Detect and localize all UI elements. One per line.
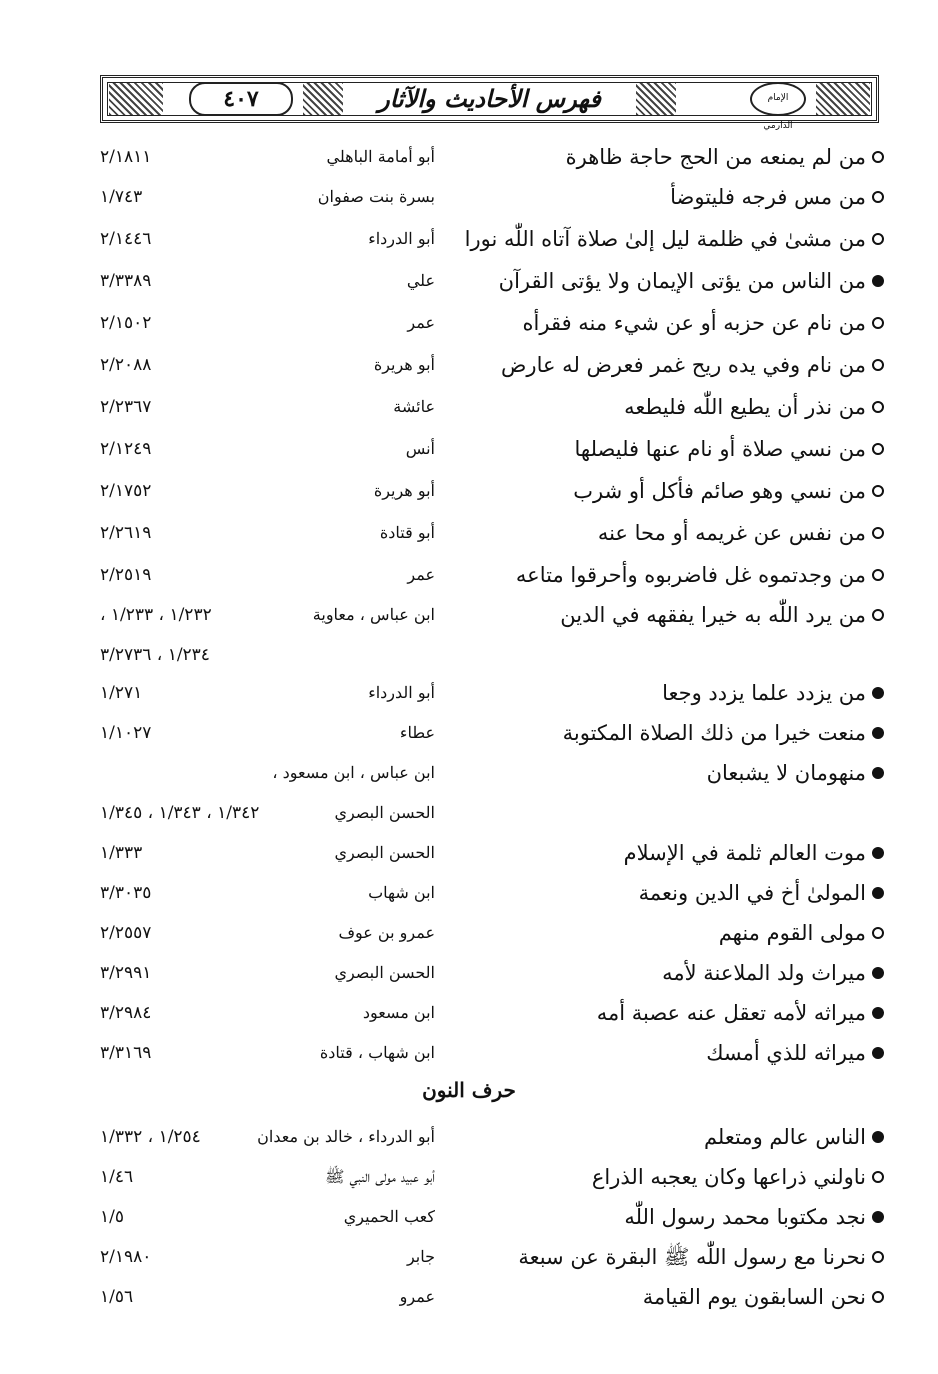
hadith-reference: ٣/٢٩٩١ (100, 963, 152, 983)
narrator: أبو الدرداء (368, 229, 435, 248)
hadith-reference: ١/١٠٢٧ (100, 723, 152, 743)
index-entry (0, 836, 938, 870)
index-entry (0, 676, 938, 710)
index-entry (0, 264, 938, 298)
hadith-text-content: منعت خيرا من ذلك الصلاة المكتوبة (562, 721, 866, 745)
hadith-text (566, 140, 884, 174)
hollow-bullet-icon (872, 609, 884, 621)
hollow-bullet-icon (872, 151, 884, 163)
hadith-reference: ٣/٢٩٨٤ (100, 1003, 152, 1023)
hadith-text-content: من نسي وهو صائم فأكل أو شرب (573, 479, 866, 503)
hadith-text (670, 180, 884, 214)
running-header (100, 75, 879, 131)
narrator: كعب الحميري (343, 1207, 435, 1226)
narrator: جابر (406, 1247, 435, 1266)
index-entry (0, 796, 938, 830)
filled-bullet-icon (872, 887, 884, 899)
running-title: فهرس الأحاديث والآثار (378, 84, 601, 113)
hadith-text (662, 956, 884, 990)
hadith-reference: ١/٢٧١ (100, 683, 143, 703)
hadith-reference: ٢/٢٣٦٧ (100, 397, 152, 417)
filled-bullet-icon (872, 1047, 884, 1059)
hadith-text (575, 432, 884, 466)
hollow-bullet-icon (872, 1291, 884, 1303)
index-entry (0, 1200, 938, 1234)
hollow-bullet-icon (872, 485, 884, 497)
hadith-reference: ١/٢٣٢ ، ١/٢٣٣ ، (100, 605, 212, 625)
narrator: عمرو بن عوف (338, 923, 435, 942)
hadith-text-content: نحن السابقون يوم القيامة (642, 1285, 866, 1309)
narrator: عطاء (399, 723, 435, 742)
hadith-text-content: من يرد اللّٰه به خيرا يفقهه في الدين (560, 603, 866, 627)
right-ornament-inner (636, 83, 676, 115)
hadith-text-content: موت العالم ثلمة في الإسلام (623, 841, 866, 865)
narrator: عمر (407, 565, 435, 584)
filled-bullet-icon (872, 727, 884, 739)
page-number: ٤٠٧ (189, 82, 293, 116)
index-entry (0, 516, 938, 550)
filled-bullet-icon (872, 1131, 884, 1143)
index-entry (0, 756, 938, 790)
index-entry (0, 306, 938, 340)
hadith-reference: ١/٥ (100, 1207, 124, 1227)
narrator: ابن مسعود (362, 1003, 435, 1022)
hadith-text-content: نحرنا مع رسول اللّٰه ﷺ البقرة عن سبعة (518, 1245, 866, 1269)
narrator: أبو الدرداء ، خالد بن معدان (257, 1127, 435, 1146)
filled-bullet-icon (872, 1211, 884, 1223)
hadith-text-content: نجد مكتوبا محمد رسول اللّٰه (624, 1205, 866, 1229)
index-entry (0, 222, 938, 256)
left-ornament-inner (303, 83, 343, 115)
hadith-text (499, 264, 884, 298)
hadith-reference: ١/٢٣٤ ، ٣/٢٧٣٦ (100, 645, 210, 665)
hollow-bullet-icon (872, 443, 884, 455)
hadith-text-content: من نام وفي يده ريح غمر فعرض له عارض (501, 353, 866, 377)
hadith-reference: ٢/١٧٥٢ (100, 481, 152, 501)
index-entry (0, 1280, 938, 1314)
hadith-reference: ٢/١٨١١ (100, 147, 152, 167)
hadith-text-content: من وجدتموه غل فاضربوه وأحرقوا متاعه (515, 563, 866, 587)
hadith-reference: ٢/١٩٨٠ (100, 1247, 152, 1267)
filled-bullet-icon (872, 847, 884, 859)
hadith-text (706, 1036, 884, 1070)
index-entry (0, 598, 938, 632)
hadith-reference: ٢/٢٠٨٨ (100, 355, 152, 375)
left-ornament (109, 83, 163, 115)
filled-bullet-icon (872, 767, 884, 779)
hadith-reference: ٢/٢٥١٩ (100, 565, 152, 585)
hadith-text (598, 516, 884, 550)
hollow-bullet-icon (872, 317, 884, 329)
hadith-text-content: من مس فرجه فليتوضأ (670, 185, 866, 209)
hadith-reference: ١/٤٦ (100, 1167, 134, 1187)
narrator: عمرو (399, 1287, 435, 1306)
hadith-reference: ٢/١٢٤٩ (100, 439, 152, 459)
narrator: الحسن البصري (334, 803, 435, 822)
hadith-reference: ٢/٢٥٥٧ (100, 923, 152, 943)
index-entry (0, 716, 938, 750)
seal-logo: الإمام الدارمي (750, 82, 806, 116)
hadith-text-content: الناس عالم ومتعلم (703, 1125, 866, 1149)
hadith-reference: ١/٧٤٣ (100, 187, 143, 207)
hollow-bullet-icon (872, 569, 884, 581)
narrator: عائشة (393, 397, 435, 416)
right-ornament (816, 83, 870, 115)
hadith-text-content: مولى القوم منهم (718, 921, 866, 945)
section-heading: حرف النون (422, 1078, 516, 1102)
index-entry (0, 1036, 938, 1070)
hadith-text-content: من نذر أن يطيع اللّٰه فليطعه (624, 395, 866, 419)
hadith-text (573, 474, 884, 508)
index-entry (0, 348, 938, 382)
filled-bullet-icon (872, 967, 884, 979)
hadith-text-content: من الناس من يؤتى الإيمان ولا يؤتى القرآن (498, 269, 866, 293)
hadith-text-content: المولىٰ أخ في الدين ونعمة (638, 881, 866, 905)
hadith-text-content: من نفس عن غريمه أو محا عنه (597, 521, 866, 545)
hollow-bullet-icon (872, 233, 884, 245)
filled-bullet-icon (872, 687, 884, 699)
hadith-text-content: من لم يمنعه من الحج حاجة ظاهرة (565, 145, 866, 169)
narrator: ابن عباس ، معاوية (312, 605, 435, 624)
hadith-text (518, 1240, 884, 1274)
hadith-text (516, 558, 884, 592)
filled-bullet-icon (872, 275, 884, 287)
index-entry (0, 140, 938, 174)
hadith-text (662, 676, 884, 710)
narrator: ابن عباس ، ابن مسعود ، (272, 763, 435, 782)
index-entry (0, 956, 938, 990)
hadith-text-content: من نام عن حزبه أو عن شيء منه فقرأه (522, 311, 866, 335)
index-entry (0, 558, 938, 592)
narrator: الحسن البصري (334, 963, 435, 982)
index-entry (0, 390, 938, 424)
hadith-reference: ٣/٣١٦٩ (100, 1043, 152, 1063)
index-entry (0, 474, 938, 508)
narrator: عمر (407, 313, 435, 332)
hadith-text-content: من نسي صلاة أو نام عنها فليصلها (574, 437, 866, 461)
hollow-bullet-icon (872, 401, 884, 413)
hadith-text (624, 1200, 884, 1234)
index-entry (0, 638, 938, 672)
hadith-text (643, 1280, 884, 1314)
hadith-text (639, 876, 884, 910)
hadith-reference: ١/٥٦ (100, 1287, 134, 1307)
narrator: أبو هريرة (373, 481, 435, 500)
hadith-text (704, 1120, 884, 1154)
hadith-reference: ٣/٣٠٣٥ (100, 883, 152, 903)
hadith-text-content: ميراث ولد الملاعنة لأمه (662, 961, 866, 985)
hadith-reference: ١/٢٥٤ ، ١/٣٣٢ (100, 1127, 201, 1147)
narrator: ابن شهاب (368, 883, 435, 902)
narrator: الحسن البصري (334, 843, 435, 862)
hadith-reference: ١/٣٣٣ (100, 843, 143, 863)
index-entry (0, 1240, 938, 1274)
index-entry (0, 1120, 938, 1154)
hadith-text (624, 390, 884, 424)
hadith-text-content: ميراثه لأمه تعقل عنه عصبة أمه (596, 1001, 866, 1025)
narrator: أبو أمامة الباهلي (326, 147, 435, 166)
hollow-bullet-icon (872, 1251, 884, 1263)
narrator: أنس (405, 439, 435, 458)
index-entry (0, 180, 938, 214)
hadith-reference: ٣/٣٣٨٩ (100, 271, 152, 291)
narrator: أبو قتادة (379, 523, 435, 542)
hadith-text (592, 1160, 884, 1194)
filled-bullet-icon (872, 1007, 884, 1019)
hollow-bullet-icon (872, 927, 884, 939)
hadith-text (563, 716, 884, 750)
hadith-text (719, 916, 884, 950)
hadith-text (624, 836, 884, 870)
hadith-text (597, 996, 884, 1030)
hadith-reference: ١/٣٤٢ ، ١/٣٤٣ ، ١/٣٤٥ (100, 803, 260, 823)
narrator: أبو الدرداء (368, 683, 435, 702)
hadith-text (501, 348, 884, 382)
hadith-text (523, 306, 884, 340)
hadith-text-content: من يزدد علما يزدد وجعا (662, 681, 866, 705)
narrator: ابن شهاب ، قتادة (319, 1043, 435, 1062)
hadith-reference: ٢/٢٦١٩ (100, 523, 152, 543)
hadith-reference: ٢/١٤٤٦ (100, 229, 152, 249)
hollow-bullet-icon (872, 359, 884, 371)
narrator: بسرة بنت صفوان (317, 187, 435, 206)
index-entry (0, 916, 938, 950)
hollow-bullet-icon (872, 527, 884, 539)
hadith-text-content: منهومان لا يشبعان (706, 761, 866, 785)
index-entry (0, 996, 938, 1030)
hollow-bullet-icon (872, 1171, 884, 1183)
hadith-text-content: ميراثه للذي أمسك (706, 1041, 866, 1065)
hadith-text (465, 222, 884, 256)
index-entry (0, 876, 938, 910)
index-entry (0, 1160, 938, 1194)
narrator: أبو هريرة (373, 355, 435, 374)
hollow-bullet-icon (872, 191, 884, 203)
narrator: علي (406, 271, 435, 290)
hadith-text (560, 598, 884, 632)
hadith-text (707, 756, 884, 790)
index-entry (0, 432, 938, 466)
hadith-text-content: ناولني ذراعها وكان يعجبه الذراع (591, 1165, 866, 1189)
hadith-text-content: من مشىٰ في ظلمة ليل إلىٰ صلاة آتاه اللّٰه نورا (464, 227, 866, 251)
hadith-reference: ٢/١٥٠٢ (100, 313, 152, 333)
narrator: أبو عبيد مولى النبي ﷺ (325, 1167, 435, 1186)
